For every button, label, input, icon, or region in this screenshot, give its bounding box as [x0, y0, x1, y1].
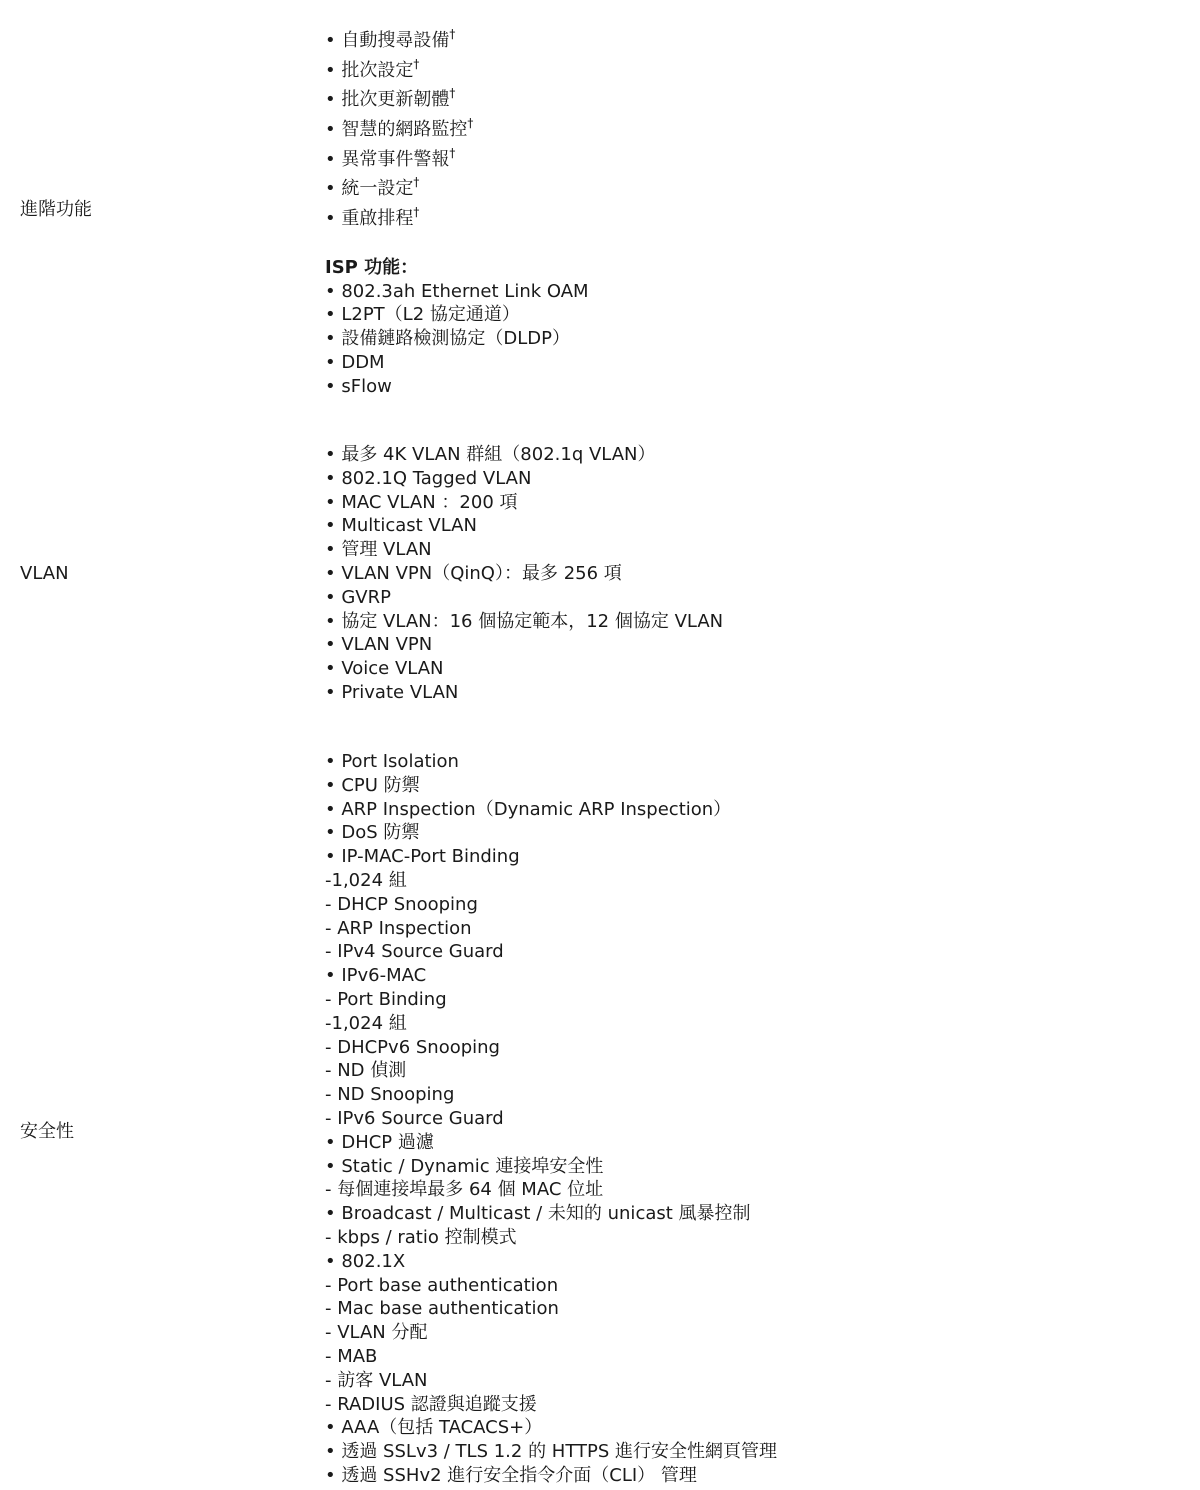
list-item: • Broadcast / Multicast / 未知的 unicast 風暴控制 — [325, 1203, 751, 1225]
list-item: • 智慧的網路監控† — [325, 116, 474, 141]
list-item: • MAC VLAN ：200 項 — [325, 491, 518, 513]
list-item: - RADIUS 認證與追蹤支援 — [325, 1393, 537, 1415]
list-item: - kbps / ratio 控制模式 — [325, 1226, 517, 1248]
list-item: - ARP Inspection — [325, 917, 472, 939]
list-item: • 批次更新韌體† — [325, 86, 456, 111]
row-label-vlan: VLAN — [20, 563, 69, 584]
list-item: • VLAN VPN（QinQ）：最多 256 項 — [325, 562, 622, 584]
list-item: - ND 偵測 — [325, 1060, 407, 1082]
dagger-mark: † — [449, 86, 456, 101]
list-item: • IPv6-MAC — [325, 965, 427, 987]
row-label-security: 安全性 — [20, 1121, 74, 1142]
isp-heading: ISP 功能： — [325, 256, 419, 278]
dagger-mark: † — [467, 116, 474, 131]
list-item: • 批次設定† — [325, 56, 420, 81]
row-values-security — [325, 750, 1185, 1488]
list-item: • Multicast VLAN — [325, 515, 477, 537]
advanced-feature-list — [325, 26, 1185, 234]
list-item: • GVRP — [325, 586, 391, 608]
list-item: • 透過 SSHv2 進行安全指令介面（CLI） 管理 — [325, 1464, 697, 1486]
list-item: • 協定 VLAN：16 個協定範本，12 個協定 VLAN — [325, 610, 724, 632]
dagger-mark: † — [413, 205, 420, 220]
list-item: -1,024 組 — [325, 1012, 407, 1034]
list-item: • 設備鏈路檢測協定（DLDP） — [325, 328, 570, 350]
list-item: - 訪客 VLAN — [325, 1369, 428, 1391]
list-item: • DoS 防禦 — [325, 822, 420, 844]
list-item: • 802.3ah Ethernet Link OAM — [325, 280, 589, 302]
list-item: • DHCP 過濾 — [325, 1131, 434, 1153]
list-item: -1,024 組 — [325, 869, 407, 891]
list-item: • IP-MAC-Port Binding — [325, 846, 520, 868]
list-item: • 802.1X — [325, 1250, 406, 1272]
dagger-mark: † — [413, 175, 420, 190]
list-item: • 統一設定† — [325, 175, 420, 200]
row-label-advanced: 進階功能 — [20, 199, 92, 220]
list-item: - MAB — [325, 1345, 378, 1367]
list-item: - 每個連接埠最多 64 個 MAC 位址 — [325, 1179, 604, 1201]
list-item: • sFlow — [325, 375, 392, 397]
dagger-mark: † — [413, 56, 420, 71]
list-item: • DDM — [325, 352, 385, 373]
list-item: • Voice VLAN — [325, 658, 444, 680]
list-item: • Private VLAN — [325, 681, 459, 703]
list-item: • Port Isolation — [325, 751, 459, 772]
list-item: • L2PT（L2 協定通道） — [325, 304, 520, 326]
list-item: - VLAN 分配 — [325, 1322, 428, 1344]
list-item: • ARP Inspection（Dynamic ARP Inspection） — [325, 798, 732, 820]
list-item: • 802.1Q Tagged VLAN — [325, 467, 532, 489]
isp-feature-list — [325, 256, 1185, 399]
list-item: - DHCP Snooping — [325, 893, 478, 915]
list-item: • AAA（包括 TACACS+） — [325, 1417, 543, 1439]
list-item: - ND Snooping — [325, 1084, 455, 1106]
list-item: • 自動搜尋設備† — [325, 27, 456, 51]
list-item: - IPv4 Source Guard — [325, 941, 504, 963]
list-item: - Port Binding — [325, 988, 447, 1010]
list-item: - DHCPv6 Snooping — [325, 1036, 500, 1058]
row-values-vlan — [325, 443, 1185, 705]
list-item: • VLAN VPN — [325, 634, 433, 656]
list-item: • 最多 4K VLAN 群組（802.1q VLAN） — [325, 444, 656, 465]
list-item: • 異常事件警報† — [325, 145, 456, 170]
list-item: • Static / Dynamic 連接埠安全性 — [325, 1155, 604, 1177]
dagger-mark: † — [449, 27, 456, 41]
dagger-mark: † — [449, 145, 456, 160]
list-item: - IPv6 Source Guard — [325, 1107, 504, 1129]
list-item: • 重啟排程† — [325, 205, 420, 230]
row-values-advanced — [325, 26, 1185, 399]
list-item: • 透過 SSLv3 / TLS 1.2 的 HTTPS 進行安全性網頁管理 — [325, 1441, 778, 1463]
list-item: • 管理 VLAN — [325, 539, 432, 561]
list-item: - Mac base authentication — [325, 1298, 559, 1320]
list-item: • CPU 防禦 — [325, 774, 420, 796]
list-item: - Port base authentication — [325, 1274, 559, 1296]
